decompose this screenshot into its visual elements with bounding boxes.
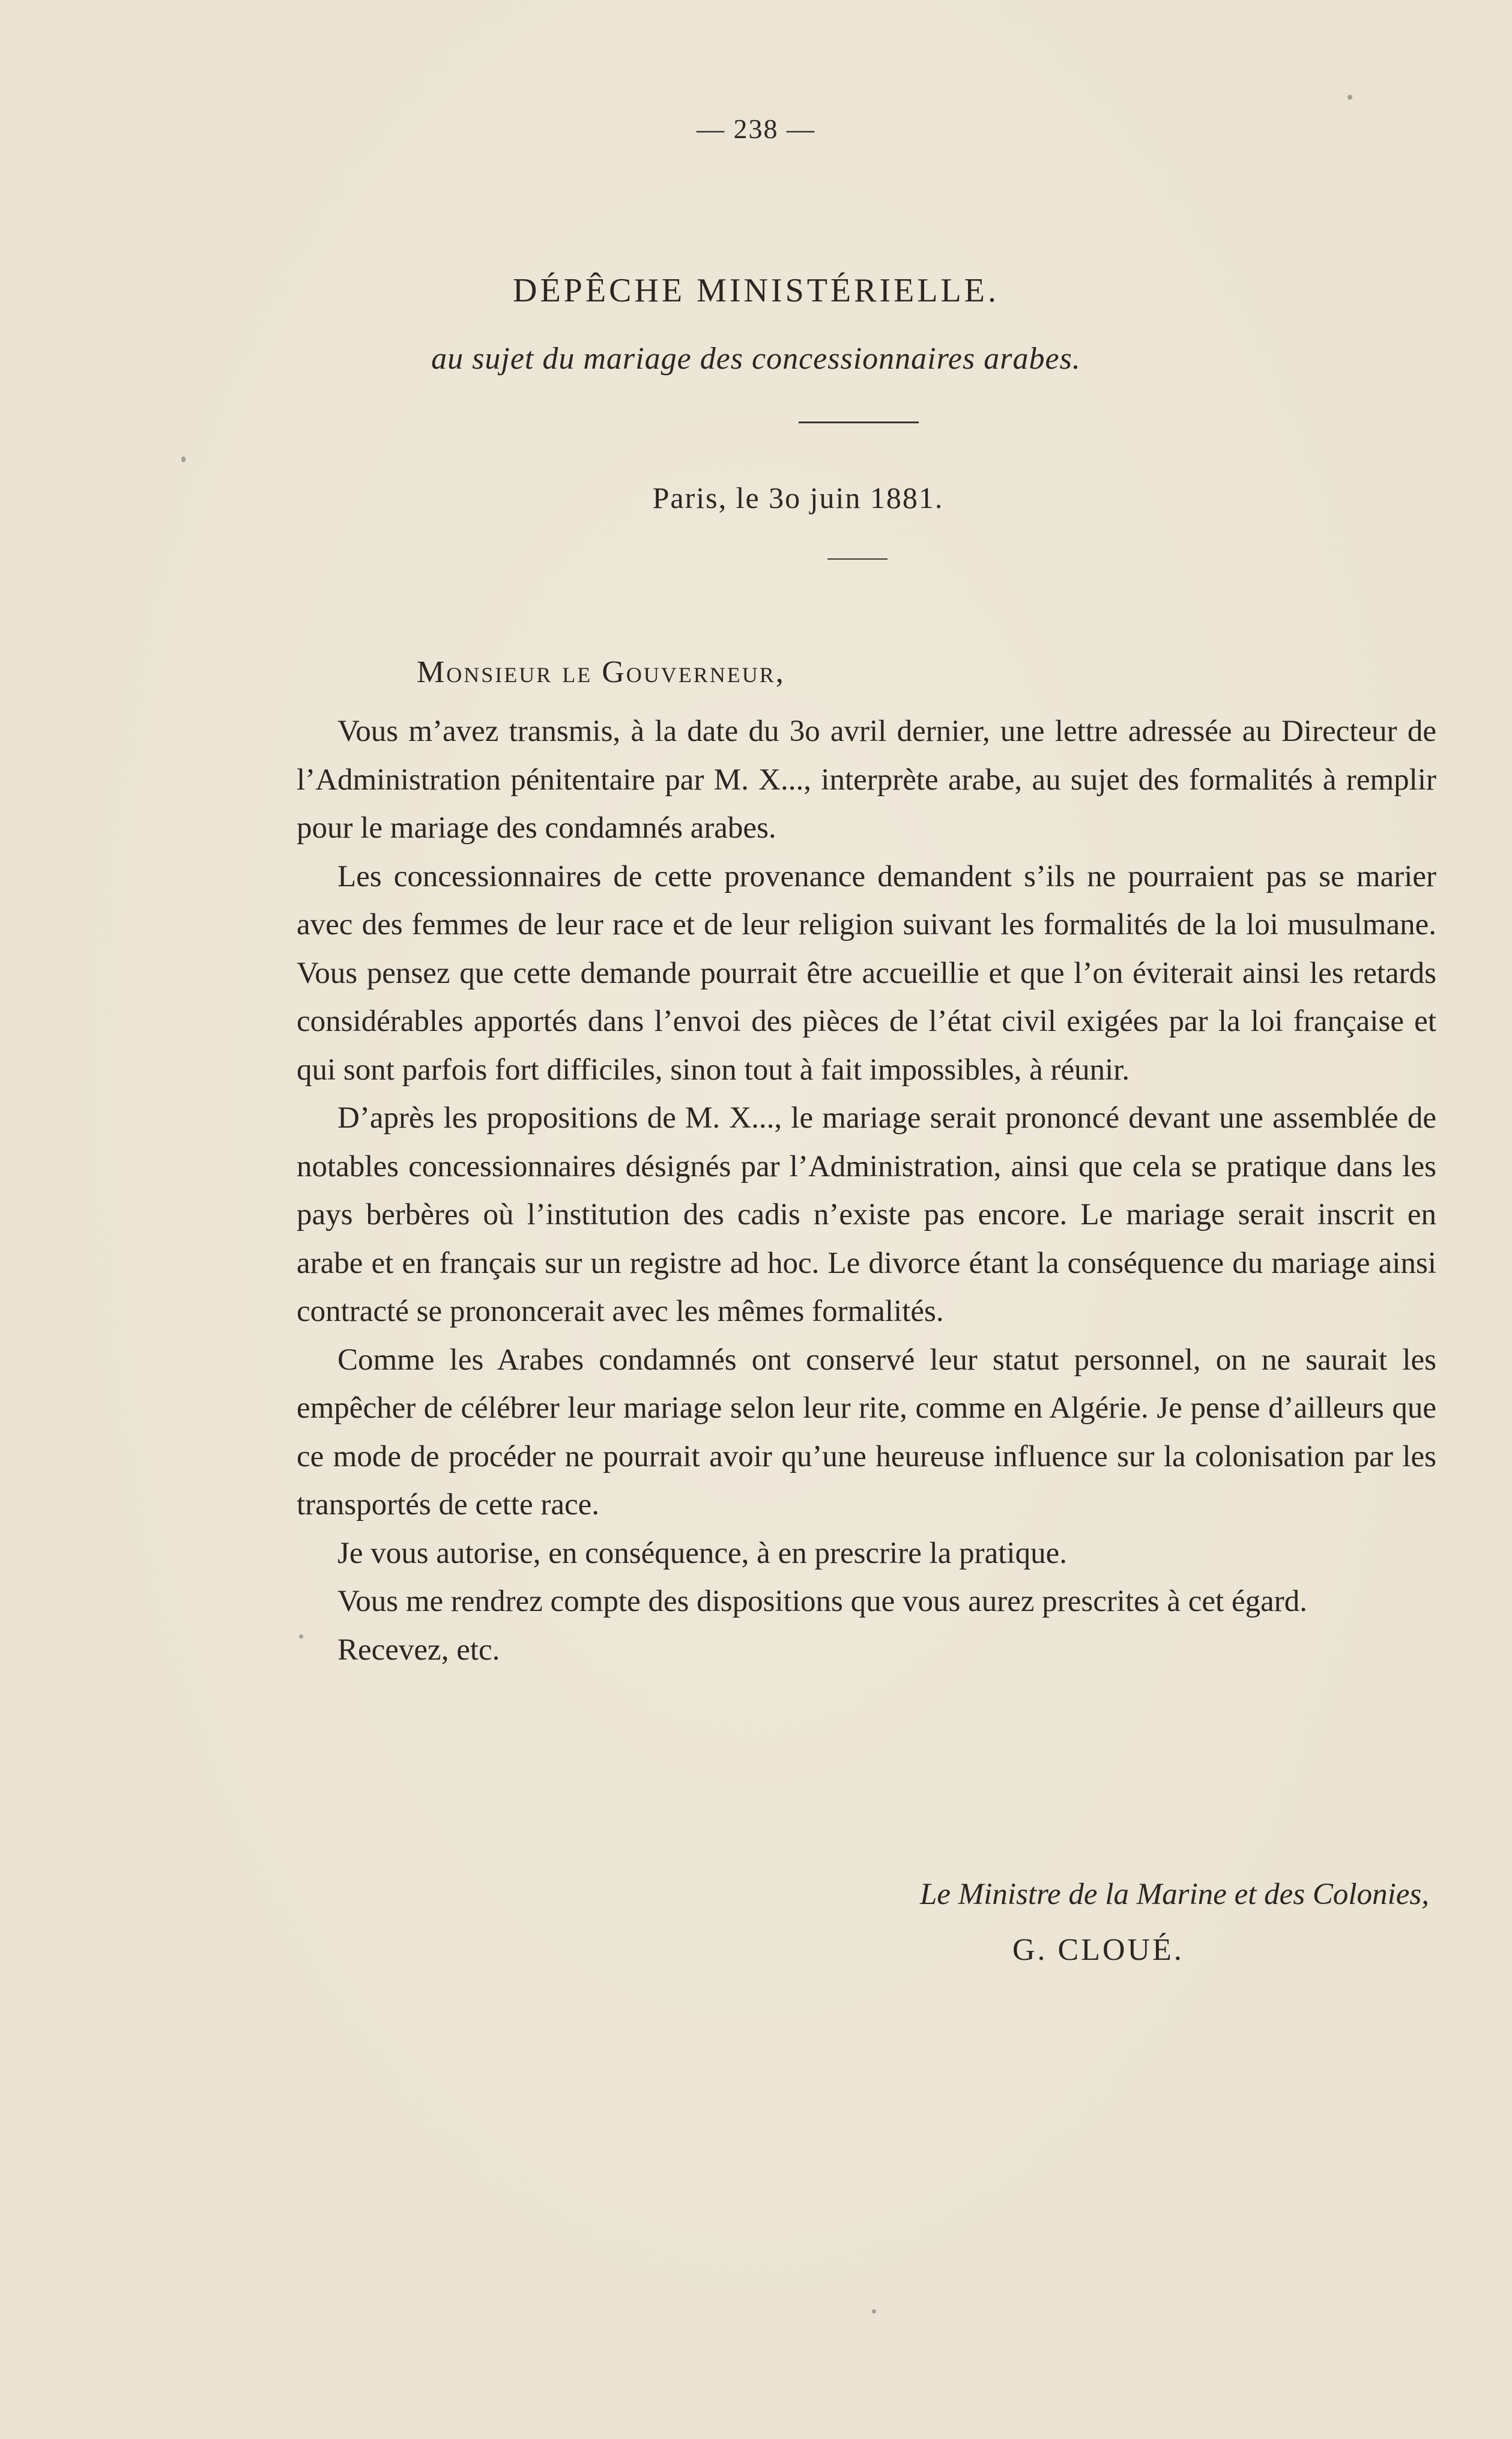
paper-speck [1347,95,1352,100]
salutation: Monsieur le Gouverneur, [417,655,785,689]
letter-body [297,707,1436,1674]
paper-speck [181,456,186,462]
document-title: DÉPÊCHE MINISTÉRIELLE. [513,272,999,309]
signer-name: G. CLOUÉ. [1012,1933,1184,1967]
paper-speck [872,2309,876,2314]
paragraph: Recevez, etc. [337,1633,500,1667]
paragraph: Je vous autorise, en conséquence, à en prescrire la pratique. [337,1536,1067,1570]
page-number: — 238 — [697,113,815,144]
paragraph: Comme les Arabes condamnés ont conservé leur statut personnel, on ne saurait les empêcher de célébrer leur mariage selon leur rite, comme en Algérie. Je pense d’ailleurs que ce mode de procéder ne pourrait avoir qu’une heureuse influence sur la colonisation par les transportés de cette race. [297,1343,1436,1522]
paragraph: Vous me rendrez compte des dispositions que vous aurez prescrites à cet égard. [337,1585,1307,1618]
paragraph: Vous m’avez transmis, à la date du 3o avril dernier, une lettre adressée au Directeur de l’Administration pénitentaire par M. X..., interprète arabe, au sujet des formalités à remplir pour le mariage des condamnés arabes. [297,715,1436,845]
paragraph: Les concessionnaires de cette provenance demandent s’ils ne pourraient pas se marier avec des femmes de leur race et de leur religion suivant les formalités de la loi musulmane. Vous pensez que cette demande pourrait être accueillie et que l’on éviterait ainsi les retards considérables apportés dans l’envoi des pièces de l’état civil exigées par la loi française et qui sont parfois fort difficiles, sinon tout à fait impossibles, à réunir. [297,859,1436,1087]
paragraph: D’après les propositions de M. X..., le mariage serait prononcé devant une assemblée de notables concessionnaires désignés par l’Administration, ainsi que cela se pratique dans les pays berbères où l’institution des cadis n’existe pas encore. Le mariage serait inscrit en arabe et en français sur un registre ad hoc. Le divorce étant la conséquence du mariage ainsi contracté se prononcerait avec les mêmes formalités. [297,1101,1436,1328]
signature-title: Le Ministre de la Marine et des Colonies, [920,1878,1429,1911]
document-subtitle: au sujet du mariage des concessionnaires arabes. [431,342,1081,376]
dateline: Paris, le 3o juin 1881. [652,481,944,515]
title-divider [799,422,919,423]
paper-speck [299,1634,303,1639]
dateline-divider [827,558,888,560]
